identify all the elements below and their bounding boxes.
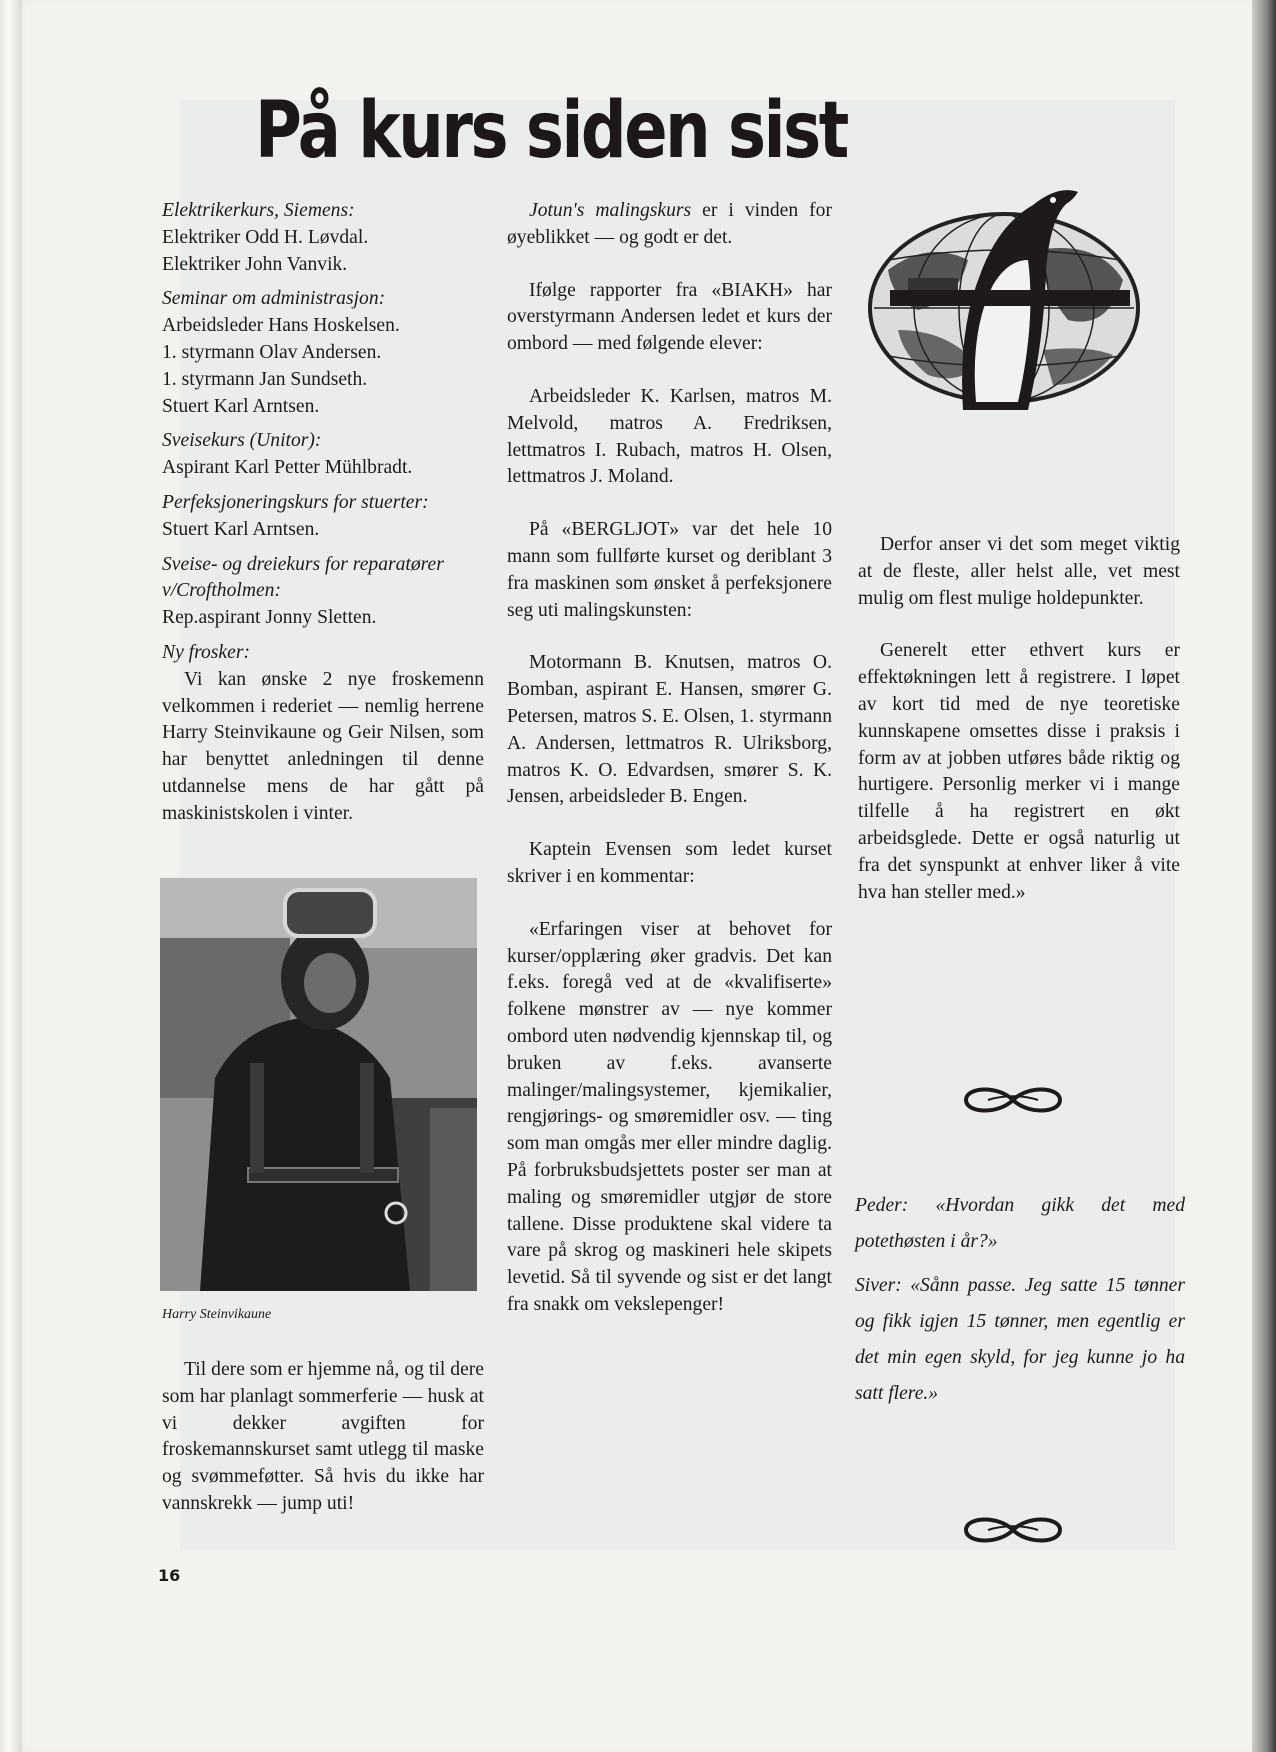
course-group: [162, 198, 484, 278]
article-paragraph: Generelt etter ethvert kurs er effektøkningen lett å registrere. I løpet av kort tid med de nye teoretiske kunnskapene omsettes disse i praksis i form av at jobben utføres både riktig og hurtigere. Personlig merker vi i mange tilfelle å ha registrert en økt arbeidsglede. Dette er også naturlig ut fra det synspunkt at enhver liker å vite hva han steller med.»: [858, 640, 1180, 903]
photo-caption: Harry Steinvikaune: [162, 1307, 272, 1322]
article-paragraph: «Erfaringen viser at behovet for kurser/opplæring øker gradvis. Det kan f.eks. foregå ved at de «kvalifiserte» folkene mønstrer av — nye kommer ombord uten nødvendig kjennskap til, og bruken av f.eks. avanserte malinger/malingsystemer, kjemikalier, rengjørings- og smøremidler osv. — ting som man omgås mer eller mindre daglig. På forbruksbudsjettets poster ser man at maling og smøremidler utgjør de store tallene. Disse produktene skal videre ta vare på skrog og maskineri hele skipets levetid. Så til syvende og sist er det langt fra snakk om vekslepenger!: [507, 918, 832, 1315]
column-middle: [507, 198, 832, 1345]
participant-line: Elektriker Odd H. Løvdal.: [162, 226, 369, 248]
joke-dialog: [855, 1188, 1185, 1420]
course-label: Sveise- og dreiekurs for reparatører v/Croftholmen:: [162, 553, 444, 602]
course-label: Sveisekurs (Unitor):: [162, 430, 322, 452]
dialog-line-peder: Peder: «Hvordan gikk det med potethøsten i år?»: [855, 1195, 1185, 1252]
article-paragraph: Motormann B. Knutsen, matros O. Bomban, aspirant E. Hansen, smører G. Petersen, matros S. E. Olsen, 1. styrmann A. Andersen, lettmatros R. Ulriksborg, matros K. O. Edvardsen, smører S. K. Jensen, arbeidsleder B. Engen.: [507, 652, 832, 808]
page-title: På kurs siden sist: [255, 86, 847, 176]
page-spine: [0, 0, 22, 1752]
course-group: [162, 552, 484, 632]
article-paragraph: På «BERGLJOT» var det hele 10 mann som fullførte kurset og deriblant 3 fra maskinen som ønsket å perfeksjonere seg uti malingskunsten:: [507, 519, 832, 621]
article-paragraph: Ifølge rapporter fra «BIAKH» har overstyrmann Andersen ledet et kurs der ombord — med følgende elever:: [507, 279, 832, 355]
article-paragraph: Kaptein Evensen som ledet kurset skriver i en kommentar:: [507, 839, 832, 887]
course-label: Ny frosker:: [162, 641, 250, 663]
column-left-closing: [162, 1357, 484, 1544]
participant-line: Rep.aspirant Jonny Sletten.: [162, 607, 377, 629]
course-label: Perfeksjoneringskurs for stuerter:: [162, 491, 429, 513]
participant-line: 1. styrmann Olav Andersen.: [162, 341, 382, 363]
jotun-course-name: Jotun's malingskurs: [529, 200, 692, 221]
page-edge-shadow: [1252, 0, 1276, 1752]
diver-photo: [160, 878, 477, 1291]
column-right: [858, 532, 1180, 932]
dialog-line-siver: Siver: «Sånn passe. Jeg satte 15 tønner og fikk igjen 15 tønner, men egentlig er det min egen skyld, for jeg kunne jo ha satt flere.»: [855, 1275, 1185, 1404]
participant-line: Arbeidsleder Hans Hoskelsen.: [162, 315, 400, 337]
article-paragraph: Derfor anser vi det som meget viktig at de fleste, aller helst alle, vet mest mulig om flest mulige holdepunkter.: [858, 534, 1180, 609]
course-group: [162, 490, 484, 544]
course-group: [162, 286, 484, 420]
jotun-paragraph-rest: er i vinden for øyeblikket — og godt er det.: [507, 200, 833, 248]
course-group: [162, 428, 484, 482]
jotun-paragraph: [507, 198, 832, 252]
article-paragraph: Arbeidsleder K. Karlsen, matros M. Melvold, matros A. Fredriksen, lettmatros I. Rubach, matros H. Olsen, lettmatros J. Moland.: [507, 385, 832, 488]
participant-line: Elektriker John Vanvik.: [162, 253, 348, 275]
course-group: [162, 640, 484, 828]
course-label: Elektrikerkurs, Siemens:: [162, 200, 355, 221]
page-number: 16: [158, 1566, 181, 1585]
participant-line: Stuert Karl Arntsen.: [162, 395, 320, 417]
penguin-globe-logo: [868, 180, 1140, 422]
participant-line: Aspirant Karl Petter Mühlbradt.: [162, 457, 413, 479]
participant-line: 1. styrmann Jan Sundseth.: [162, 368, 368, 390]
frosker-paragraph: Vi kan ønske 2 nye froskemenn velkommen i rederiet — nemlig herrene Harry Steinvikaune og Geir Nilsen, som har benyttet anledningen til denne utdannelse mens de har gått på maskinistskolen i vinter.: [162, 668, 484, 824]
closing-paragraph: Til dere som er hjemme nå, og til dere som har planlagt sommerferie — husk at vi dekker avgiften for froskemannskurset samt utlegg til maske og svømmeføtter. Så hvis du ikke har vannskrekk — jump uti!: [162, 1359, 484, 1514]
participant-line: Stuert Karl Arntsen.: [162, 518, 320, 540]
column-left: [162, 198, 484, 836]
diver-photo-image: [160, 878, 477, 1291]
ornament-divider: [958, 1083, 1068, 1117]
course-label: Seminar om administrasjon:: [162, 288, 386, 310]
ornament-divider-bottom: [958, 1513, 1068, 1547]
